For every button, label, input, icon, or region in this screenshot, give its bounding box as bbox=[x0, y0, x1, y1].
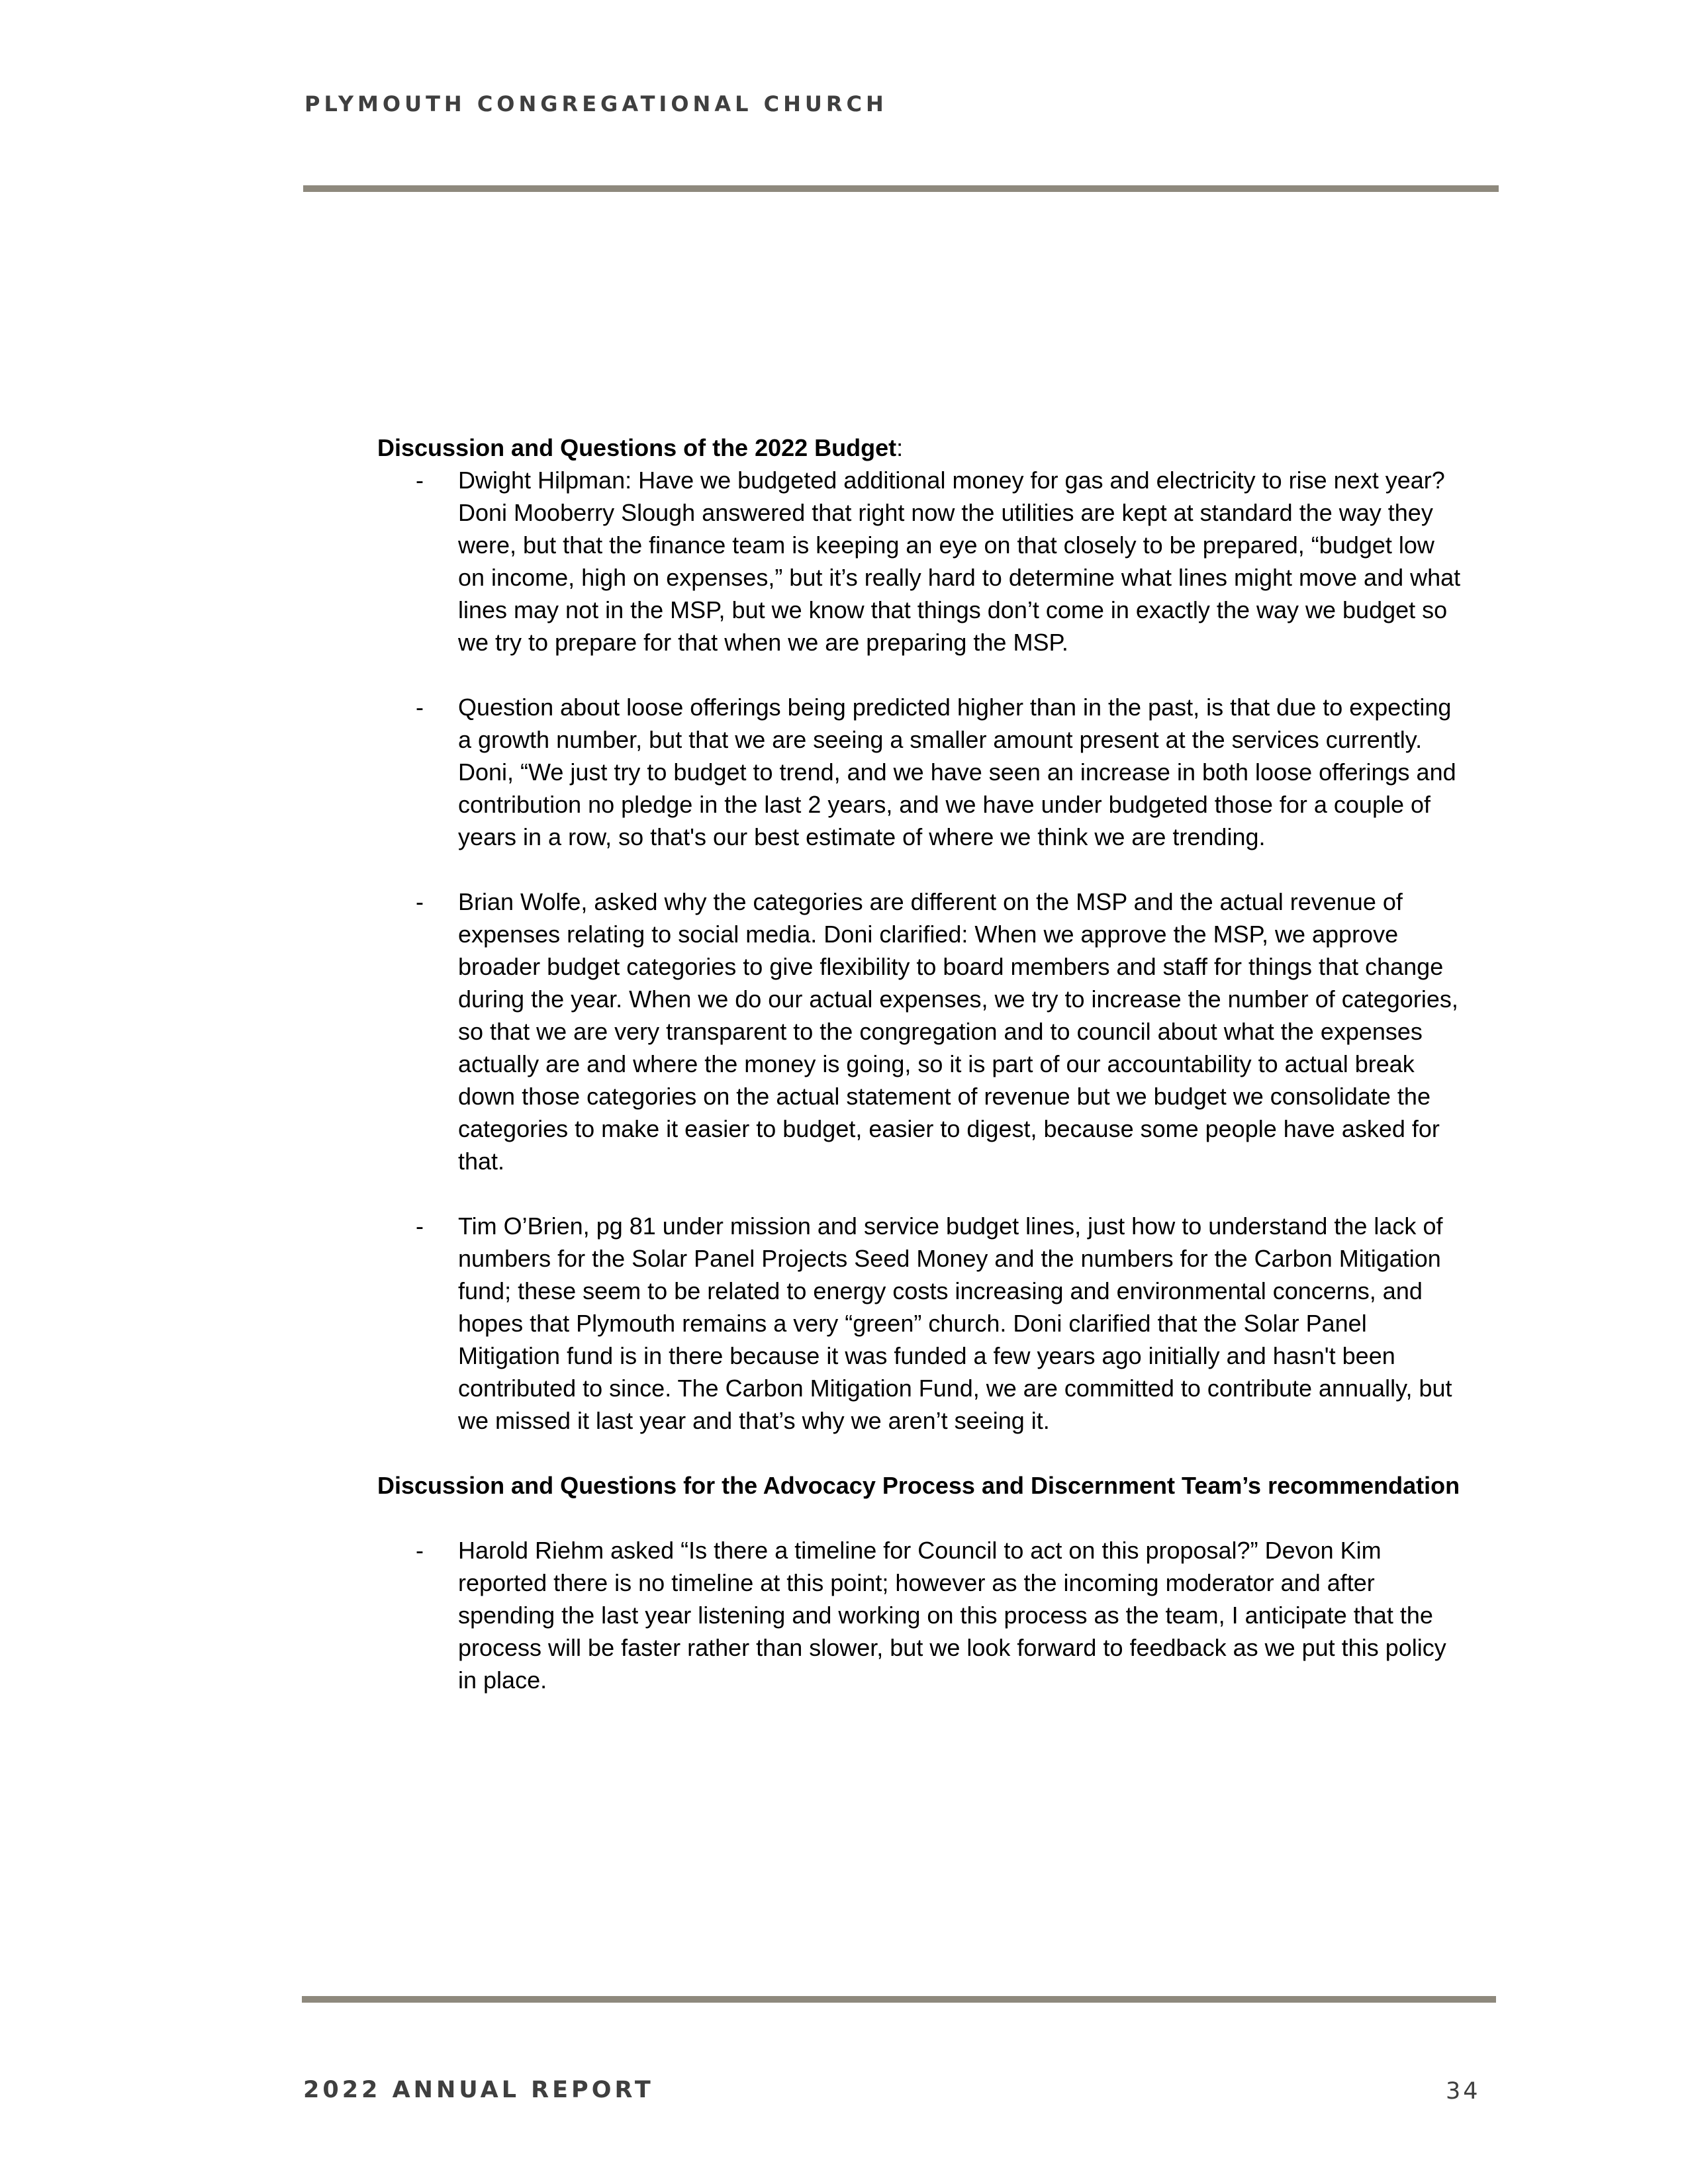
budget-section-heading bbox=[377, 432, 1463, 464]
organization-name: PLYMOUTH CONGREGATIONAL CHURCH bbox=[305, 91, 888, 116]
header-divider bbox=[303, 185, 1499, 192]
list-item bbox=[377, 1534, 1463, 1696]
bullet-dash: - bbox=[416, 888, 424, 915]
report-title: 2022 ANNUAL REPORT bbox=[303, 2077, 654, 2103]
page-number: 34 bbox=[1446, 2078, 1481, 2105]
list-item-text: Harold Riehm asked “Is there a timeline for Council to act on this proposal?” Devon Kim reported there is no timeline at this point; however as the incoming moderator and after spending the last year listening and working on this process as the team, I anticipate that the process will be faster rather than slower, but we look forward to feedback as we put this policy in place. bbox=[458, 1537, 1446, 1694]
list-item bbox=[377, 691, 1463, 853]
list-item bbox=[377, 464, 1463, 659]
budget-heading-text: Discussion and Questions of the 2022 Budget bbox=[377, 434, 897, 461]
advocacy-section-heading: Discussion and Questions for the Advocacy Process and Discernment Team’s recommendation bbox=[377, 1472, 1460, 1499]
list-item-text: Brian Wolfe, asked why the categories are different on the MSP and the actual revenue of expenses relating to social media. Doni clarified: When we approve the MSP, we approve broader budget categories to give flexibility to board members and staff for things that change during the year. When we do our actual expenses, we try to increase the number of categories, so that we are very transparent to the congregation and to council about what the expenses actually are and where the money is going, so it is part of our accountability to actual break down those categories on the actual statement of revenue but we budget we consolidate the categories to make it easier to budget, easier to digest, because some people have asked for that. bbox=[458, 888, 1458, 1175]
bullet-dash: - bbox=[416, 1537, 424, 1564]
budget-heading-colon: : bbox=[896, 434, 904, 461]
spacer bbox=[377, 1437, 1463, 1469]
list-item-text: Dwight Hilpman: Have we budgeted additional money for gas and electricity to rise next year? Doni Mooberry Slough answered that right now the utilities are kept at standard the way they were, but that the finance team is keeping an eye on that closely to be prepared, “budget low on income, high on expenses,” but it’s really hard to determine what lines might move and what lines may not in the MSP, but we know that things don’t come in exactly the way we budget so we try to prepare for that when we are preparing the MSP. bbox=[458, 467, 1461, 656]
spacer bbox=[377, 1177, 1463, 1210]
bullet-dash: - bbox=[416, 1212, 424, 1240]
spacer bbox=[377, 853, 1463, 886]
list-item-text: Question about loose offerings being predicted higher than in the past, is that due to expecting a growth number, but that we are seeing a smaller amount present at the services currently. Doni, “We just try to budget to trend, and we have seen an increase in both loose offerings and contribution no pledge in the last 2 years, and we have under budgeted those for a couple of years in a row, so that's our best estimate of where we think we are trending. bbox=[458, 694, 1456, 850]
bullet-dash: - bbox=[416, 467, 424, 494]
spacer bbox=[377, 659, 1463, 691]
page-content bbox=[377, 432, 1463, 1696]
footer-divider bbox=[302, 1996, 1496, 2003]
spacer bbox=[377, 1502, 1463, 1534]
bullet-dash: - bbox=[416, 694, 424, 721]
list-item bbox=[377, 886, 1463, 1177]
list-item bbox=[377, 1210, 1463, 1437]
list-item-text: Tim O’Brien, pg 81 under mission and service budget lines, just how to understand the lack of numbers for the Solar Panel Projects Seed Money and the numbers for the Carbon Mitigation fund; these seem to be related to energy costs increasing and environmental concerns, and hopes that Plymouth remains a very “green” church. Doni clarified that the Solar Panel Mitigation fund is in there because it was funded a few years ago initially and hasn't been contributed to since. The Carbon Mitigation Fund, we are committed to contribute annually, but we missed it last year and that’s why we aren’t seeing it. bbox=[458, 1212, 1452, 1434]
